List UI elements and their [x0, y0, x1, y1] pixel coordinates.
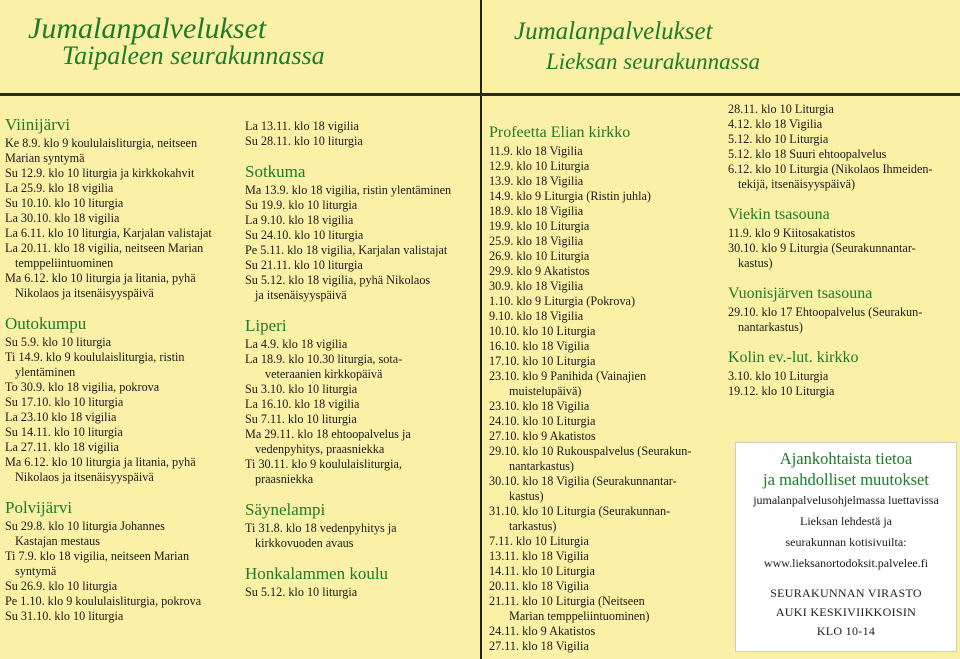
schedule-line: 24.11. klo 9 Akatistos [489, 624, 596, 638]
schedule-line: 4.12. klo 18 Vigilia [728, 117, 823, 131]
section-title: Profeetta Elian kirkko [489, 124, 631, 141]
schedule-line: Su 19.9. klo 10 liturgia [245, 198, 358, 212]
section-title: Viinijärvi [5, 115, 71, 134]
schedule-line: La 4.9. klo 18 vigilia [245, 337, 348, 351]
schedule-line: Su 17.10. klo 10 liturgia [5, 395, 124, 409]
office-line-3: KLO 10-14 [816, 624, 876, 638]
column-3 [489, 96, 714, 659]
schedule-line: nantarkastus) [509, 459, 574, 473]
schedule-line: kirkkovuoden avaus [255, 536, 354, 550]
schedule-line: Su 24.10. klo 10 liturgia [245, 228, 364, 242]
column-2 [245, 96, 475, 659]
schedule-line: Su 5.12. klo 18 vigilia, pyhä Nikolaos [245, 273, 431, 287]
schedule-line: La 18.9. klo 10.30 liturgia, sota- [245, 352, 403, 366]
schedule-line: 23.10. klo 9 Panihida (Vainajien [489, 369, 647, 383]
right-header [483, 0, 960, 93]
schedule-line: 30.9. klo 18 Vigilia [489, 279, 584, 293]
section-title: Säynelampi [245, 500, 326, 519]
schedule-line: La 13.11. klo 18 vigilia [245, 119, 359, 133]
section-title: Honkalammen koulu [245, 564, 389, 583]
info-line-1: jumalanpalvelusohjelmassa luettavissa [753, 493, 939, 507]
schedule-line: 5.12. klo 10 Liturgia [728, 132, 829, 146]
schedule-line: 30.10. klo 18 Vigilia (Seurakunnantar- [489, 474, 677, 488]
info-title-2: ja mahdolliset muutokset [763, 470, 929, 489]
schedule-line: Marian syntymä [5, 151, 85, 165]
schedule-line: 19.12. klo 10 Liturgia [728, 384, 835, 398]
schedule-line: ylentäminen [15, 365, 76, 379]
schedule-line: Kastajan mestaus [15, 534, 100, 548]
section-title: Kolin ev.-lut. kirkko [728, 349, 859, 366]
schedule-line: tekijä, itsenäisyyspäivä) [738, 177, 856, 191]
schedule-line: Su 12.9. klo 10 liturgia ja kirkkokahvit [5, 166, 195, 180]
schedule-line: Su 10.10. klo 10 liturgia [5, 196, 124, 210]
section-title: Polvijärvi [5, 498, 73, 517]
schedule-line: 13.9. klo 18 Vigilia [489, 174, 584, 188]
schedule-line: 6.12. klo 10 Liturgia (Nikolaos Ihmeiden- [728, 162, 933, 176]
section-title: Viekin tsasouna [728, 206, 830, 223]
schedule-line: temppeliintuominen [15, 256, 114, 270]
schedule-line: La 23.10 klo 18 vigilia [5, 410, 117, 424]
schedule-line: 19.9. klo 10 Liturgia [489, 219, 590, 233]
schedule-line: 27.10. klo 9 Akatistos [489, 429, 596, 443]
schedule-line: 18.9. klo 18 Vigilia [489, 204, 584, 218]
schedule-line: 29.10. klo 17 Ehtoopalvelus (Seurakun- [728, 305, 923, 319]
info-url: www.lieksanortodoksit.palvelee.fi [763, 556, 929, 570]
schedule-line: La 6.11. klo 10 liturgia, Karjalan valistajat [5, 226, 212, 240]
schedule-line: Ma 6.12. klo 10 liturgia ja litania, pyhä [5, 455, 196, 469]
schedule-line: Su 31.10. klo 10 liturgia [5, 609, 124, 623]
schedule-line: Marian temppeliintuominen) [509, 609, 650, 623]
schedule-line: vedenpyhitys, praasniekka [255, 442, 385, 456]
schedule-line: ja itsenäisyyspäivä [255, 288, 347, 302]
schedule-line: Su 14.11. klo 10 liturgia [5, 425, 123, 439]
schedule-line: 11.9. klo 9 Kiitosakatistos [728, 226, 856, 240]
schedule-line: 13.11. klo 18 Vigilia [489, 549, 589, 563]
schedule-line: 17.10. klo 10 Liturgia [489, 354, 596, 368]
schedule-line: Ti 14.9. klo 9 koululaisliturgia, ristin [5, 350, 185, 364]
office-line-2: AUKI KESKIVIIKKOISIN [775, 605, 917, 619]
schedule-line: 26.9. klo 10 Liturgia [489, 249, 590, 263]
schedule-line: veteraanien kirkkopäivä [265, 367, 383, 381]
schedule-line: Su 26.9. klo 10 liturgia [5, 579, 118, 593]
schedule-line: La 30.10. klo 18 vigilia [5, 211, 120, 225]
left-header-title: Jumalanpalvelukset [28, 12, 267, 45]
schedule-line: Su 3.10. klo 10 liturgia [245, 382, 358, 396]
schedule-line: Pe 1.10. klo 9 koululaisliturgia, pokrova [5, 594, 202, 608]
schedule-line: Ke 8.9. klo 9 koululaisliturgia, neitseen [5, 136, 198, 150]
schedule-line: 28.11. klo 10 Liturgia [728, 102, 834, 116]
schedule-line: La 16.10. klo 18 vigilia [245, 397, 360, 411]
schedule-line: Nikolaos ja itsenäisyyspäivä [15, 286, 154, 300]
info-line-3: seurakunnan kotisivuilta: [785, 535, 907, 549]
schedule-line: Su 29.8. klo 10 liturgia Johannes [5, 519, 165, 533]
schedule-line: 1.10. klo 9 Liturgia (Pokrova) [489, 294, 636, 308]
schedule-line: Ti 30.11. klo 9 koululaisliturgia, [245, 457, 402, 471]
schedule-line: nantarkastus) [738, 320, 803, 334]
schedule-line: La 27.11. klo 18 vigilia [5, 440, 119, 454]
schedule-line: 3.10. klo 10 Liturgia [728, 369, 829, 383]
schedule-line: 10.10. klo 10 Liturgia [489, 324, 596, 338]
schedule-line: tarkastus) [509, 519, 557, 533]
schedule-line: muistelupäivä) [509, 384, 582, 398]
schedule-line: Su 5.9. klo 10 liturgia [5, 335, 112, 349]
schedule-line: 27.11. klo 18 Vigilia [489, 639, 589, 653]
info-gap [736, 574, 956, 584]
schedule-line: 7.11. klo 10 Liturgia [489, 534, 589, 548]
schedule-line: Su 21.11. klo 10 liturgia [245, 258, 363, 272]
schedule-line: Su 5.12. klo 10 liturgia [245, 585, 358, 599]
schedule-line: 31.10. klo 10 Liturgia (Seurakunnan- [489, 504, 671, 518]
schedule-line: Ma 6.12. klo 10 liturgia ja litania, pyhä [5, 271, 196, 285]
schedule-line: La 20.11. klo 18 vigilia, neitseen Marian [5, 241, 204, 255]
column-1 [5, 96, 235, 659]
schedule-line: Nikolaos ja itsenäisyyspäivä [15, 470, 154, 484]
schedule-line: Ma 29.11. klo 18 ehtoopalvelus ja [245, 427, 411, 441]
schedule-line: 9.10. klo 18 Vigilia [489, 309, 584, 323]
section-title: Outokumpu [5, 314, 87, 333]
left-header-subtitle: Taipaleen seurakunnassa [62, 41, 325, 70]
schedule-line: La 25.9. klo 18 vigilia [5, 181, 114, 195]
schedule-line: Su 7.11. klo 10 liturgia [245, 412, 357, 426]
schedule-line: 21.11. klo 10 Liturgia (Neitseen [489, 594, 645, 608]
schedule-line: 29.10. klo 10 Rukouspalvelus (Seurakun- [489, 444, 692, 458]
schedule-line: kastus) [738, 256, 773, 270]
schedule-line: 11.9. klo 18 Vigilia [489, 144, 583, 158]
schedule-line: 23.10. klo 18 Vigilia [489, 399, 590, 413]
schedule-line: Su 28.11. klo 10 liturgia [245, 134, 363, 148]
schedule-line: 30.10. klo 9 Liturgia (Seurakunnantar- [728, 241, 916, 255]
schedule-line: 14.11. klo 10 Liturgia [489, 564, 595, 578]
office-line-1: SEURAKUNNAN VIRASTO [770, 586, 922, 600]
vertical-divider [480, 0, 482, 659]
schedule-line: 5.12. klo 18 Suuri ehtoopalvelus [728, 147, 887, 161]
schedule-line: syntymä [15, 564, 57, 578]
schedule-line: Ti 31.8. klo 18 vedenpyhitys ja [245, 521, 397, 535]
schedule-line: 12.9. klo 10 Liturgia [489, 159, 590, 173]
schedule-line: praasniekka [255, 472, 314, 486]
schedule-line: 24.10. klo 10 Liturgia [489, 414, 596, 428]
schedule-line: Ma 13.9. klo 18 vigilia, ristin ylentäminen [245, 183, 452, 197]
schedule-line: To 30.9. klo 18 vigilia, pokrova [5, 380, 160, 394]
schedule-line: Ti 7.9. klo 18 vigilia, neitseen Marian [5, 549, 190, 563]
schedule-line: 14.9. klo 9 Liturgia (Ristin juhla) [489, 189, 651, 203]
section-title: Sotkuma [245, 162, 306, 181]
info-line-2: Lieksan lehdestä ja [800, 514, 892, 528]
schedule-line: Pe 5.11. klo 18 vigilia, Karjalan valistajat [245, 243, 448, 257]
schedule-line: kastus) [509, 489, 544, 503]
right-header-subtitle: Lieksan seurakunnassa [546, 49, 761, 74]
section-title: Vuonisjärven tsasouna [728, 285, 873, 302]
section-title: Liperi [245, 316, 287, 335]
schedule-line: 20.11. klo 18 Vigilia [489, 579, 589, 593]
schedule-line: 16.10. klo 18 Vigilia [489, 339, 590, 353]
schedule-line: La 9.10. klo 18 vigilia [245, 213, 354, 227]
info-box [735, 442, 957, 652]
schedule-line: 25.9. klo 18 Vigilia [489, 234, 584, 248]
info-title-1: Ajankohtaista tietoa [779, 449, 913, 468]
right-header-title: Jumalanpalvelukset [514, 18, 713, 45]
left-header [0, 0, 478, 93]
schedule-line: 29.9. klo 9 Akatistos [489, 264, 590, 278]
